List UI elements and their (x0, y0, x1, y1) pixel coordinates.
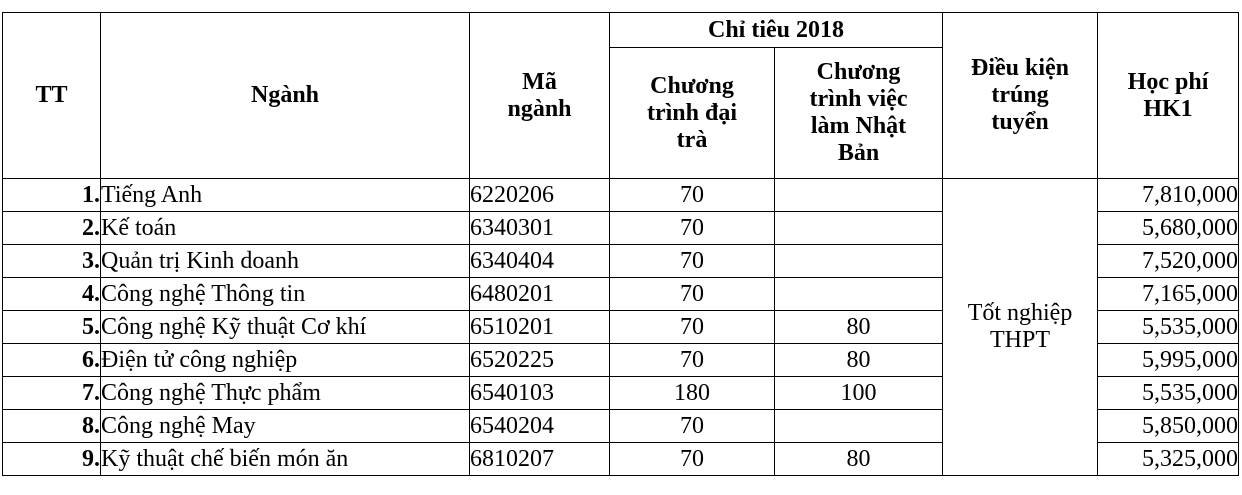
quota-dai-tra: 70 (610, 410, 775, 443)
program-code: 6540103 (470, 377, 610, 410)
header-ma-nganh-text: Mã ngành (507, 68, 572, 122)
header-chi-tieu: Chỉ tiêu 2018 (610, 13, 943, 48)
tuition-fee: 5,680,000 (1098, 212, 1239, 245)
row-number: 7. (3, 377, 101, 410)
program-name: Công nghệ Thực phẩm (101, 377, 470, 410)
row-number: 9. (3, 443, 101, 476)
tuition-fee: 5,325,000 (1098, 443, 1239, 476)
program-name: Công nghệ Kỹ thuật Cơ khí (101, 311, 470, 344)
row-number: 2. (3, 212, 101, 245)
quota-dai-tra: 70 (610, 344, 775, 377)
header-dieu-kien (943, 13, 1098, 179)
header-dai-tra (610, 48, 775, 179)
quota-nhat-ban: 80 (775, 443, 943, 476)
quota-dai-tra: 70 (610, 443, 775, 476)
tuition-fee: 7,165,000 (1098, 278, 1239, 311)
program-code: 6480201 (470, 278, 610, 311)
quota-dai-tra: 70 (610, 212, 775, 245)
quota-dai-tra: 70 (610, 245, 775, 278)
header-nhat-ban (775, 48, 943, 179)
header-hoc-phi-text: Học phí HK1 (1127, 68, 1209, 122)
program-code: 6340404 (470, 245, 610, 278)
row-number: 1. (3, 179, 101, 212)
row-number: 3. (3, 245, 101, 278)
quota-nhat-ban (775, 278, 943, 311)
tuition-fee: 7,520,000 (1098, 245, 1239, 278)
program-code: 6510201 (470, 311, 610, 344)
table-body (3, 179, 1239, 476)
header-dieu-kien-text: Điều kiện trúng tuyển (971, 55, 1070, 135)
header-dai-tra-text: Chương trình đại trà (646, 72, 738, 153)
header-ma-nganh (470, 13, 610, 179)
admission-condition (943, 179, 1098, 476)
row-number: 8. (3, 410, 101, 443)
program-name: Kế toán (101, 212, 470, 245)
quota-nhat-ban: 80 (775, 311, 943, 344)
tuition-fee: 5,535,000 (1098, 377, 1239, 410)
program-code: 6220206 (470, 179, 610, 212)
quota-nhat-ban (775, 179, 943, 212)
program-name: Điện tử công nghiệp (101, 344, 470, 377)
header-nganh: Ngành (101, 13, 470, 179)
program-name: Quản trị Kinh doanh (101, 245, 470, 278)
row-number: 5. (3, 311, 101, 344)
header-tt: TT (3, 13, 101, 179)
quota-dai-tra: 70 (610, 278, 775, 311)
header-nhat-ban-text: Chương trình việc làm Nhật Bản (809, 59, 908, 166)
quota-nhat-ban: 100 (775, 377, 943, 410)
admissions-table (2, 12, 1239, 476)
program-name: Tiếng Anh (101, 179, 470, 212)
admission-condition-text: Tốt nghiệp THPT (967, 300, 1073, 353)
tuition-fee: 5,995,000 (1098, 344, 1239, 377)
row-number: 6. (3, 344, 101, 377)
header-row-top (3, 13, 1239, 48)
program-code: 6540204 (470, 410, 610, 443)
quota-nhat-ban: 80 (775, 344, 943, 377)
quota-dai-tra: 70 (610, 311, 775, 344)
tuition-fee: 5,850,000 (1098, 410, 1239, 443)
quota-nhat-ban (775, 245, 943, 278)
tuition-fee: 5,535,000 (1098, 311, 1239, 344)
program-code: 6340301 (470, 212, 610, 245)
program-name: Kỹ thuật chế biến món ăn (101, 443, 470, 476)
program-code: 6520225 (470, 344, 610, 377)
quota-nhat-ban (775, 212, 943, 245)
quota-dai-tra: 180 (610, 377, 775, 410)
program-name: Công nghệ Thông tin (101, 278, 470, 311)
header-hoc-phi (1098, 13, 1239, 179)
quota-dai-tra: 70 (610, 179, 775, 212)
program-name: Công nghệ May (101, 410, 470, 443)
tuition-fee: 7,810,000 (1098, 179, 1239, 212)
row-number: 4. (3, 278, 101, 311)
quota-nhat-ban (775, 410, 943, 443)
table-row (3, 179, 1239, 212)
program-code: 6810207 (470, 443, 610, 476)
